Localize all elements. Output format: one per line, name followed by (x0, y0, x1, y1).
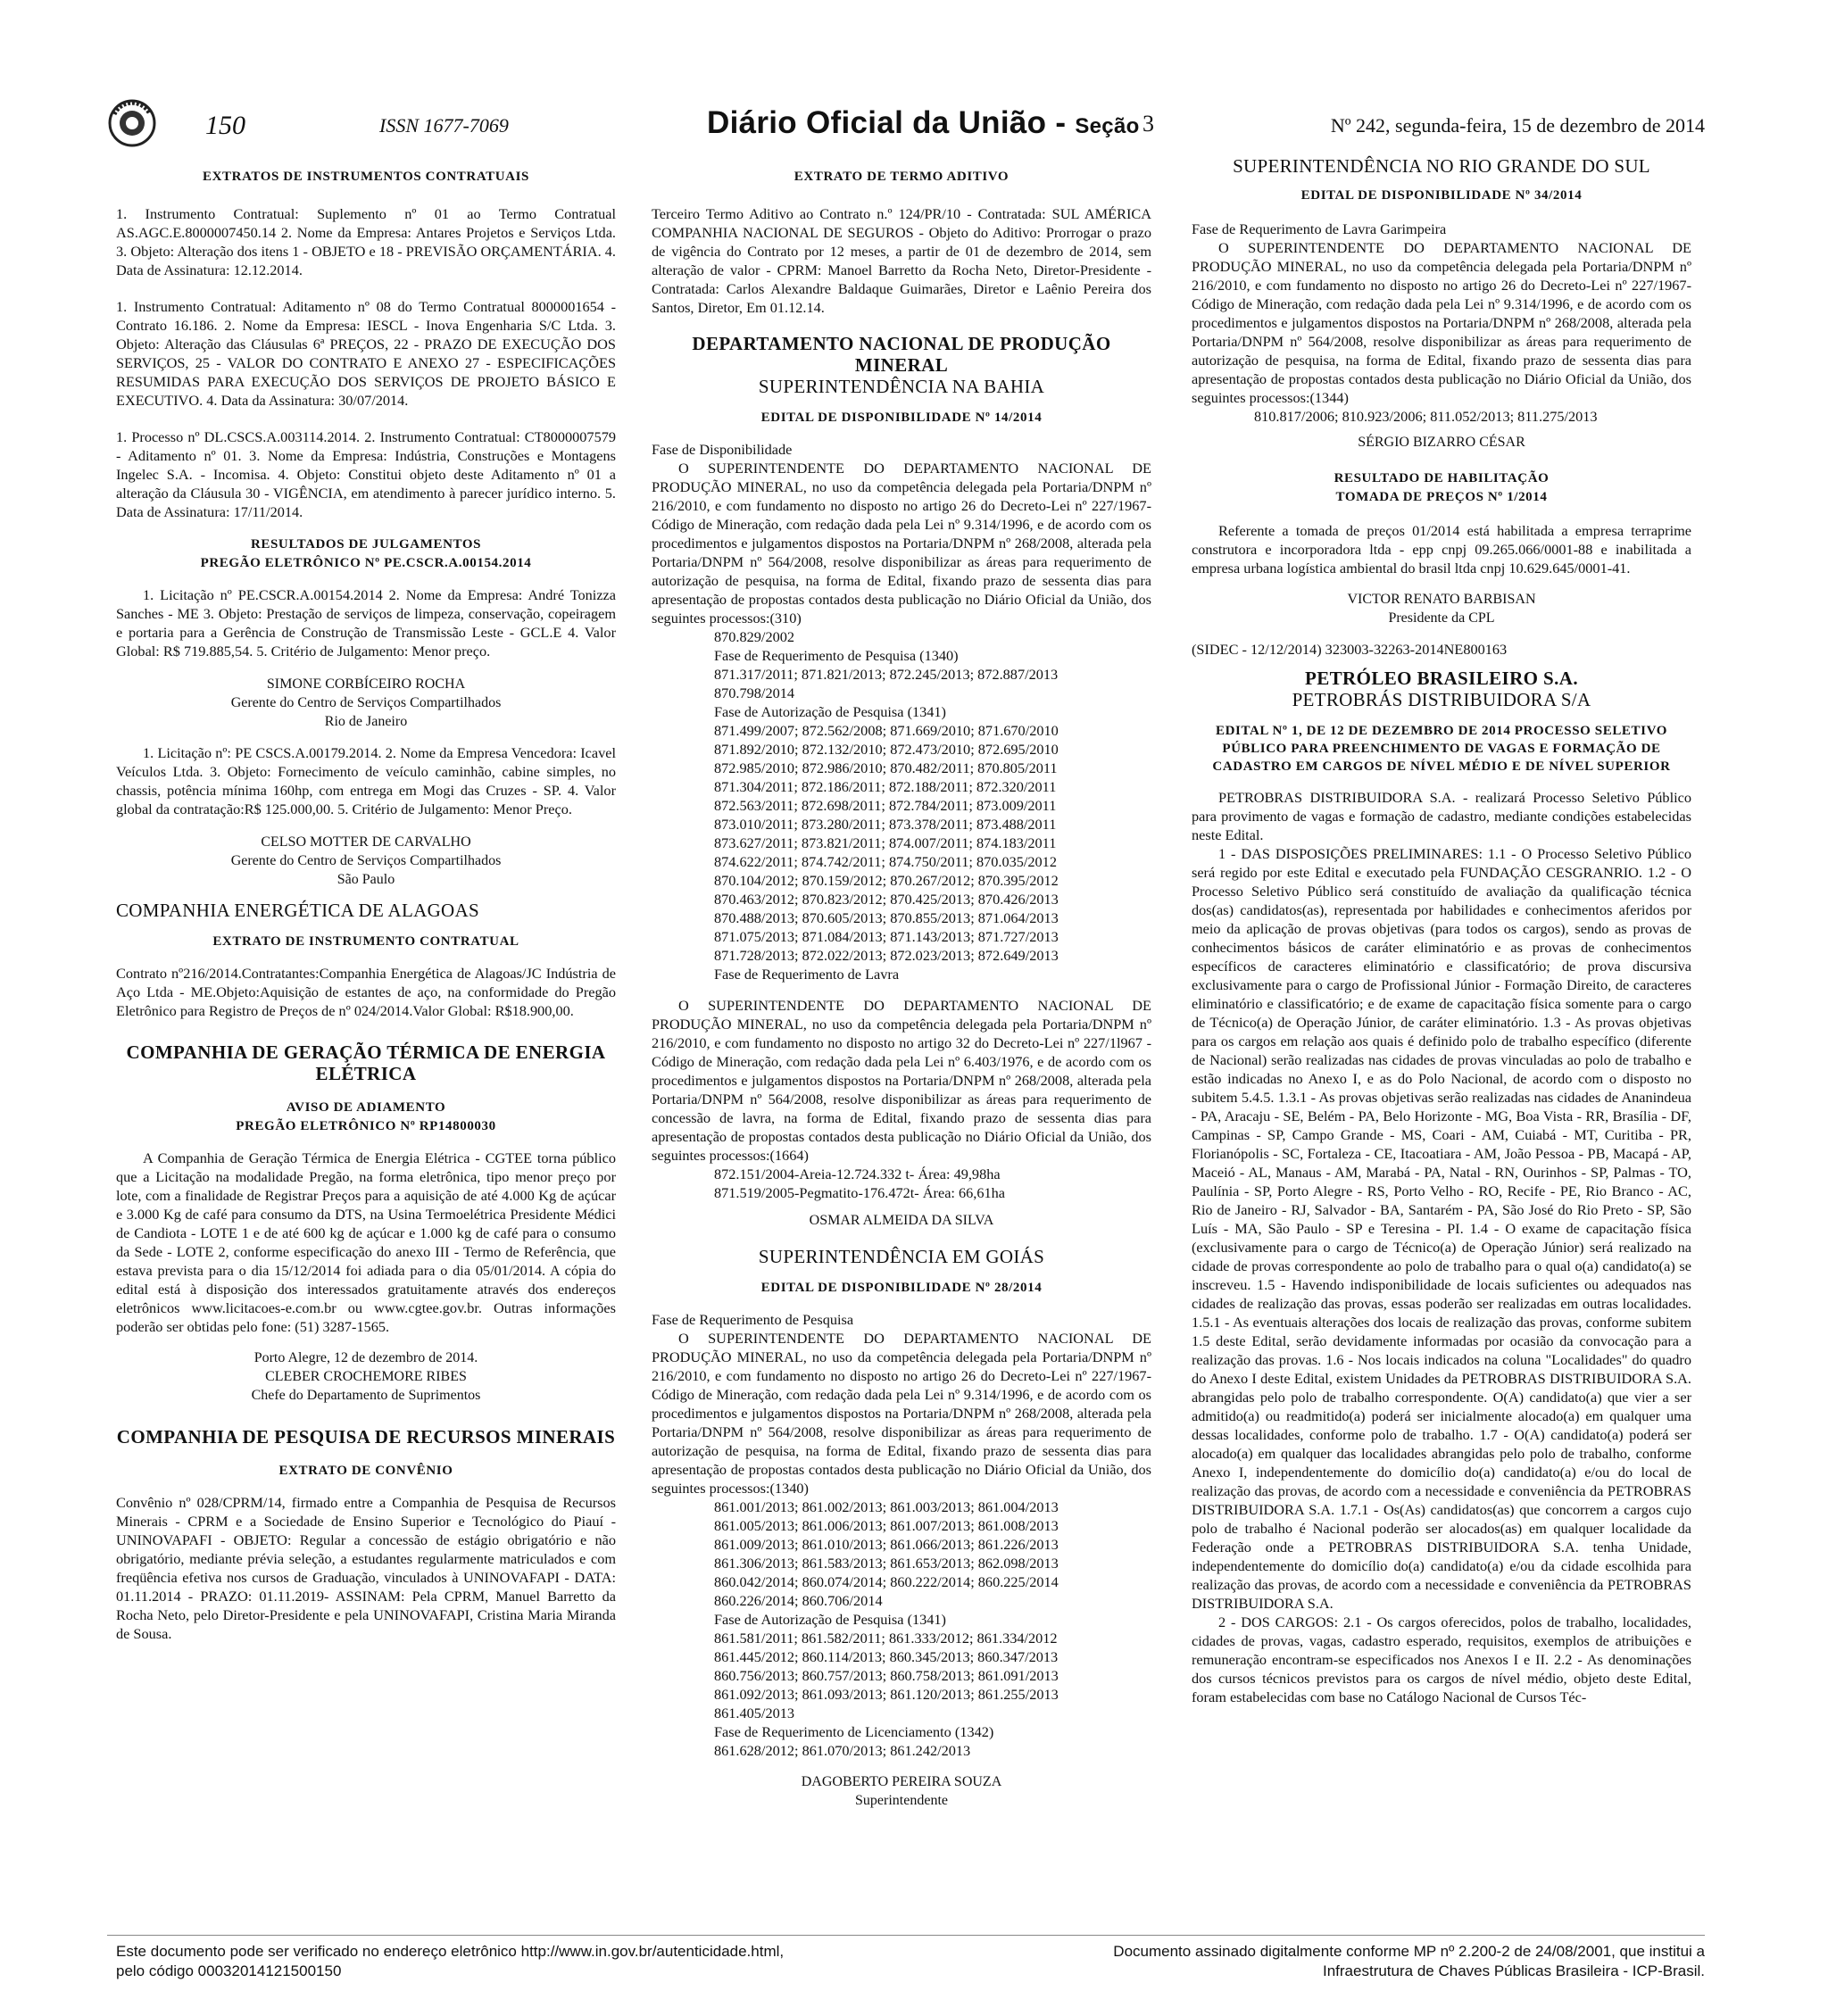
paragraph: O SUPERINTENDENTE DO DEPARTAMENTO NACIONAL DE PRODUÇÃO MINERAL, no uso da competência delegada pela Portaria/DNPM nº 216/2010, e com fundamento no disposto no artigo 32 do Decreto-Lei nº 227/1l967 - Código de Mineração, com redação dada pela Lei nº 6.403/1976, e de acordo com os procedimentos e julgamentos dispostos na Portaria/DNPM nº 268/2008, alterada pela Portaria/DNPM nº 564/2008, resolve disponibilizar as áreas para requerimento de concessão de lavra, na forma de Edital, fixando prazo de sessenta dias para apresentação de propostas contados desta publicação no Diário Oficial da União, dos seguintes processos:(1664) (652, 997, 1151, 1164)
sidec-reference: (SIDEC - 12/12/2014) 323003-32263-2014NE800163 (1192, 641, 1508, 658)
signature-role: Gerente do Centro de Serviços Compartilhados (230, 853, 502, 868)
signature-role: Gerente do Centro de Serviços Compartilhados (230, 695, 502, 710)
process-list-line: 870.104/2012; 870.159/2012; 870.267/2012; 870.395/2012 (714, 872, 1059, 889)
organization-heading: COMPANHIA DE GERAÇÃO TÉRMICA DE ENERGIA ELÉTRICA (126, 1041, 606, 1084)
process-list-line: Fase de Requerimento de Lavra (714, 966, 900, 983)
signature-name: CELSO MOTTER DE CARVALHO (261, 834, 471, 850)
process-list-line: 871.499/2007; 872.562/2008; 871.669/2010; 871.670/2010 (714, 722, 1059, 739)
process-list-line: 860.756/2013; 860.757/2013; 860.758/2013; 861.091/2013 (714, 1667, 1059, 1684)
footer-signature-line: Infraestrutura de Chaves Públicas Brasileira - ICP-Brasil. (1323, 1962, 1705, 1979)
process-list: 810.817/2006; 810.923/2006; 811.052/2013; 811.275/2013 (1254, 408, 1598, 425)
process-list-line: 871.519/2005-Pegmatito-176.472t- Área: 66,61ha (714, 1184, 1006, 1201)
process-list-line: 861.009/2013; 861.010/2013; 861.066/2013; 861.226/2013 (714, 1536, 1059, 1553)
column-3 (1192, 155, 1691, 1713)
paragraph: O SUPERINTENDENTE DO DEPARTAMENTO NACIONAL DE PRODUÇÃO MINERAL, no uso da competência delegada pela Portaria/DNPM nº 216/2010, e com fundamento no disposto no artigo 26 do Decreto-Lei nº 227/1967- Código de Mineração, com redação dada pela Lei nº 9.314/1996, e de acordo com os procedimentos e julgamentos dispostos na Portaria/DNPM nº 268/2008, alterada pela Portaria/DNPM nº 564/2008, resolve disponibilizar as áreas para requerimento de autorização de pesquisa, na forma de Edital, fixando prazo de sessenta dias para apresentação de propostas contados desta publicação no Diário Oficial da União, dos seguintes processos:(1344) (1192, 239, 1691, 406)
process-list-line: 872.985/2010; 872.986/2010; 870.482/2011; 870.805/2011 (714, 759, 1058, 776)
section-heading: EXTRATO DE TERMO ADITIVO (794, 170, 1010, 184)
section-heading: EDITAL DE DISPONIBILIDADE Nº 34/2014 (1300, 188, 1583, 203)
process-list-line: 871.892/2010; 872.132/2010; 872.473/2010; 872.695/2010 (714, 741, 1059, 758)
organization-heading: DEPARTAMENTO NACIONAL DE PRODUÇÃO MINERAL (692, 333, 1111, 376)
imprensa-nacional-seal-icon (107, 98, 157, 148)
signature-role: Superintendente (855, 1793, 948, 1808)
phase-label: Fase de Requerimento de Lavra Garimpeira (1192, 220, 1447, 237)
process-list-line: 870.488/2013; 870.605/2013; 870.855/2013; 871.064/2013 (714, 909, 1059, 926)
publication-title: Diário Oficial da União - Seção (707, 105, 1140, 140)
process-list-line: 861.092/2013; 861.093/2013; 861.120/2013; 861.255/2013 (714, 1686, 1059, 1703)
place-date: Porto Alegre, 12 de dezembro de 2014. (253, 1350, 478, 1365)
page-header (107, 105, 1705, 152)
section-heading: EDITAL Nº 1, DE 12 DE DEZEMBRO DE 2014 PROCESSO SELETIVO PÚBLICO PARA PREENCHIMENTO DE VAGAS E FORMAÇÃO DE CADASTRO EM CARGOS DE NÍVEL MÉDIO E DE NÍVEL SUPERIOR (1212, 724, 1671, 774)
process-list-line: 871.075/2013; 871.084/2013; 871.143/2013; 871.727/2013 (714, 928, 1059, 945)
process-list-line: 873.627/2011; 873.821/2011; 874.007/2011; 874.183/2011 (714, 834, 1057, 851)
process-list-line: 870.829/2002 (714, 628, 795, 645)
footer-signature-note (1062, 1942, 1705, 1981)
signature-role: São Paulo (337, 872, 395, 887)
paragraph: O SUPERINTENDENTE DO DEPARTAMENTO NACIONAL DE PRODUÇÃO MINERAL, no uso da competência delegada pela Portaria/DNPM nº 216/2010, e com fundamento no disposto no artigo 26 do Decreto-Lei nº 227/1967- Código de Mineração, com redação dada pela Lei nº 9.314/1996, e de acordo com os procedimentos e julgamentos dispostos na Portaria/DNPM nº 268/2008, alterada pela Portaria/DNPM nº 564/2008, resolve disponibilizar as áreas para requerimento de autorização de pesquisa, na forma de Edital, fixando prazo de sessenta dias para apresentação de propostas contados desta publicação no Diário Oficial da União, dos seguintes processos:(310) (652, 460, 1151, 626)
subheading: SUPERINTENDÊNCIA NO RIO GRANDE DO SUL (1233, 155, 1650, 177)
section-word: Seção (1075, 114, 1140, 138)
paragraph: 1. Instrumento Contratual: Aditamento nº 08 do Termo Contratual 8000001654 - Contrato 16.186. 2. Nome da Empresa: IESCL - Inova Engenharia S/C Ltda. 3. Objeto: Alteração das Cláusulas 6ª PREÇOS, 22 - PRAZO DE EXECUÇÃO DOS SERVIÇOS, 25 - VALOR DO CONTRATO E ANEXO 27 - ESPECIFICAÇÕES RESUMIDAS PARA EXECUÇÃO DOS SERVIÇOS DE PROJETO BÁSICO E EXECUTIVO. 4. Data da Assinatura: 30/07/2014. (116, 298, 616, 409)
column-1 (116, 162, 616, 1649)
process-list-line: 860.042/2014; 860.074/2014; 860.222/2014; 860.225/2014 (714, 1573, 1059, 1590)
process-list-line: Fase de Autorização de Pesquisa (1341) (714, 703, 946, 720)
process-list-line: 861.306/2013; 861.583/2013; 861.653/2013; 862.098/2013 (714, 1555, 1059, 1572)
paragraph: Convênio nº 028/CPRM/14, firmado entre a Companhia de Pesquisa de Recursos Minerais - CPRM e a Sociedade de Ensino Superior e Tecnológico do Piauí - UNINOVAPAFI - OBJETO: Regular a concessão de estágio obrigatório e não obrigatório, mediante prévia seleção, a estudantes regularmente matriculados e com freqüência efetiva nos cursos de Graduação, vinculados à UNINOVAFAPI - DATA: 01.11.2014 - PRAZO: 01.11.2019- ASSINAM: Pela CPRM, Manuel Barretto da Rocha Neto, pelo Diretor-Presidente e pela UNINOVAFAPI, Cristina Maria Miranda de Sousa. (116, 1494, 616, 1642)
process-list-line: 861.581/2011; 861.582/2011; 861.333/2012; 861.334/2012 (714, 1630, 1058, 1647)
process-list-line: Fase de Requerimento de Licenciamento (1342) (714, 1723, 994, 1740)
paragraph: 1 - DAS DISPOSIÇÕES PRELIMINARES: 1.1 - O Processo Seletivo Público será regido por este Edital e executado pela FUNDAÇÃO CESGRANRIO. 1.2 - O Processo Seletivo Público será constituído de avaliação da qualificação técnica dos(as) candidatos(as), representada por habilidades e conhecimentos aferidos por meio da aplicação de provas objetivas (para todos os cargos), sendo as provas de conhecimentos básicos de caráter eliminatório e as provas de conhecimentos específicos de caracteres eliminatório e classificatório; de prova discursiva exclusivamente para o cargo de Profissional Júnior - Formação Direito, de caracteres eliminatório e classificatório; e de exame de capacitação física somente para o cargo de Técnico(a) de Operação Júnior, de caráter eliminatório. 1.3 - As provas objetivas para os cargos em relação aos quais é definido polo de trabalho específico (diferente de Nacional) serão realizadas nas cidades de provas vinculadas ao polo de trabalho e estão indicadas no Anexo I, e as do Polo Nacional, de acordo com o disposto no subitem 5.4.5. 1.3.1 - As provas objetivas serão realizadas nas cidades de Ananindeua - PA, Aracaju - SE, Belém - PA, Belo Horizonte - MG, Boa Vista - RR, Brasília - DF, Campinas - SP, Campo Grande - MS, Coari - AM, Cuiabá - MT, Curitiba - PR, Florianópolis - SC, Fortaleza - CE, Itacoatiara - AM, João Pessoa - PB, Macapá - AP, Maceió - AL, Manaus - AM, Marabá - PA, Natal - RN, Ourinhos - SP, Palmas - TO, Paulínia - SP, Porto Alegre - RS, Porto Velho - RO, Recife - PE, Rio Branco - AC, Rio de Janeiro - RJ, Salvador - BA, Santarém - PA, São José do Rio Preto - SP, São Luís - MA, São Paulo - SP e Teresina - PI. 1.4 - O exame de capacitação física (exclusivamente para o cargo de Técnico(a) de Operação Júnior) será realizado na cidade de provas correspondente ao polo de trabalho para o qual o(a) candidato(a) se inscreveu. 1.5 - Havendo indisponibilidade de locais suficientes ou adequados nas cidades de realização das provas, essas poderão ser realizadas em outras localidades. 1.5.1 - As eventuais alterações dos locais de realização das provas, conforme subitem 1.5 deste Edital, serão devidamente informadas por ocasião da convocação para a realização das provas. 1.6 - Nos locais indicados na coluna "Localidades" do quadro do Anexo I deste Edital, existem Unidades da PETROBRAS DISTRIBUIDORA S.A. abrangidas pelo polo de trabalho correspondente. O(A) candidato(a) que vier a ser admitido(a) ou readmitido(a) poderá ser inicialmente alocado(a) em qualquer uma dessas localidades, conforme polo de trabalho. 1.7 - O(A) candidato(a) poderá ser alocado(a) em qualquer das localidades abrangidas pelo polo de trabalho, conforme Anexo I, independentemente do domicílio do(a) candidato(a) e/ou do local de realização das provas, de acordo com a necessidade e conveniência da PETROBRAS DISTRIBUIDORA S.A. 1.7.1 - Os(As) candidatos(as) que concorrem a cargos cujo polo de trabalho é Nacional poderão ser alocados(as) em qualquer localidade da Federação onde a PETROBRAS DISTRIBUIDORA S.A. tenha Unidade, independentemente do domicílio do(a) candidato(a) e/ou da cidade escolhida para realização das provas, de acordo com a necessidade e conveniência da PETROBRAS DISTRIBUIDORA S.A. (1192, 845, 1691, 1612)
paragraph: 1. Licitação nº PE.CSCR.A.00154.2014 2. Nome da Empresa: André Tonizza Sanches - ME 3. Objeto: Prestação de serviços de limpeza, conservação, copeiragem e portaria para a Gerência de Construção de Transmissão Leste - GCL.E 4. Valor Global: R$ 719.885,54. 5. Critério de Julgamento: Menor preço. (116, 586, 616, 660)
section-heading: EXTRATOS DE INSTRUMENTOS CONTRATUAIS (203, 170, 529, 184)
paragraph: Referente a tomada de preços 01/2014 está habilitada a empresa terraprime construtora e incorporadora ltda - epp cnpj 09.265.066/0001-88 e inabilitada a empresa urbana logística ambiental do brasil ltda cnpj 10.629.645/0001-41. (1192, 522, 1691, 577)
issn: ISSN 1677-7069 (379, 114, 509, 137)
footer-rule (107, 1935, 1705, 1936)
process-list-line: 861.445/2012; 860.114/2013; 860.345/2013; 860.347/2013 (714, 1648, 1059, 1665)
process-list-line: 871.728/2013; 872.022/2013; 872.023/2013; 872.649/2013 (714, 947, 1059, 964)
signature-name: OSMAR ALMEIDA DA SILVA (809, 1213, 994, 1228)
process-list-line: 861.405/2013 (714, 1705, 795, 1721)
process-list-line: Fase de Autorização de Pesquisa (1341) (714, 1611, 946, 1628)
process-list-line: 871.304/2011; 872.186/2011; 872.188/2011; 872.320/2011 (714, 778, 1057, 795)
process-list-line: 874.622/2011; 874.742/2011; 874.750/2011; 870.035/2012 (714, 853, 1057, 870)
process-list (652, 1497, 1151, 1760)
signature-name: SÉRGIO BIZARRO CÉSAR (1358, 435, 1525, 450)
process-list-line: 872.563/2011; 872.698/2011; 872.784/2011; 873.009/2011 (714, 797, 1057, 814)
section-heading: RESULTADO DE HABILITAÇÃO (1334, 471, 1550, 485)
organization-heading: COMPANHIA ENERGÉTICA DE ALAGOAS (116, 900, 479, 921)
phase-label: Fase de Disponibilidade (652, 441, 793, 458)
process-list-line: Fase de Requerimento de Pesquisa (1340) (714, 647, 959, 664)
process-list-line: 872.151/2004-Areia-12.724.332 t- Área: 49,98ha (714, 1166, 1001, 1182)
paragraph: 2 - DOS CARGOS: 2.1 - Os cargos oferecidos, polos de trabalho, localidades, cidades de provas, vagas, cadastro esperado, requisitos, exemplos de atribuições e remuneração encontram-se especificados nos Anexos I e II. 2.2 - As denominações dos cursos técnicos previstos para os cargos de nível médio, objeto deste Edital, foram estabelecidas com base no Catálogo Nacional de Cursos Téc- (1192, 1614, 1691, 1705)
process-list-line: 860.226/2014; 860.706/2014 (714, 1592, 883, 1609)
subheading: SUPERINTENDÊNCIA EM GOIÁS (758, 1246, 1045, 1267)
signature-role: Chefe do Departamento de Suprimentos (251, 1388, 481, 1403)
phase-label: Fase de Requerimento de Pesquisa (652, 1311, 854, 1328)
section-number: 3 (1142, 111, 1154, 137)
section-heading: PREGÃO ELETRÔNICO Nº PE.CSCR.A.00154.2014 (200, 556, 532, 570)
footer-verification-code: pelo código 00032014121500150 (116, 1962, 342, 1979)
process-list-line: 870.798/2014 (714, 684, 795, 701)
process-list (652, 627, 1151, 983)
column-2 (652, 162, 1151, 1821)
paragraph: O SUPERINTENDENTE DO DEPARTAMENTO NACIONAL DE PRODUÇÃO MINERAL, no uso da competência delegada pela Portaria/DNPM nº 216/2010, e com fundamento no disposto no artigo 26 do Decreto-Lei nº 227/1967- Código de Mineração, com redação dada pela Lei nº 9.314/1996, e de acordo com os procedimentos e julgamentos dispostos na Portaria/DNPM nº 268/2008, alterada pela Portaria/DNPM nº 564/2008, resolve disponibilizar as áreas para requerimento de autorização de pesquisa, na forma de Edital, fixando prazo de sessenta dias para apresentação de propostas contados desta publicação no Diário Oficial da União, dos seguintes processos:(1340) (652, 1330, 1151, 1497)
paragraph: 1. Licitação nº: PE CSCS.A.00179.2014. 2. Nome da Empresa Vencedora: Icavel Veículos Ltda. 3. Objeto: Fornecimento de veículo caminhão, cabine simples, no chassis, potência mínima 160hp, com entrega em Mogi das Cruzes - SP. 4. Valor global da contratação:R$ 125.000,00. 5. Critério de Julgamento: Menor Preço. (116, 744, 616, 817)
footer-verification (116, 1942, 812, 1981)
section-heading: EDITAL DE DISPONIBILIDADE Nº 14/2014 (760, 411, 1043, 425)
process-list-line: 861.005/2013; 861.006/2013; 861.007/2013; 861.008/2013 (714, 1517, 1059, 1534)
section-heading: EDITAL DE DISPONIBILIDADE Nº 28/2014 (760, 1281, 1043, 1295)
section-heading: TOMADA DE PREÇOS Nº 1/2014 (1335, 490, 1548, 504)
process-list-line: 870.463/2012; 870.823/2012; 870.425/2013; 870.426/2013 (714, 891, 1059, 908)
process-list (652, 1165, 1151, 1202)
signature-name: CLEBER CROCHEMORE RIBES (265, 1369, 467, 1384)
organization-heading: PETRÓLEO BRASILEIRO S.A. (1304, 668, 1578, 689)
signature-role: Rio de Janeiro (324, 714, 408, 729)
section-heading: RESULTADOS DE JULGAMENTOS (250, 537, 482, 552)
section-heading: PREGÃO ELETRÔNICO Nº RP14800030 (236, 1119, 496, 1133)
subheading: PETROBRÁS DISTRIBUIDORA S/A (1292, 689, 1591, 710)
page-number: 150 (205, 111, 245, 140)
organization-heading: COMPANHIA DE PESQUISA DE RECURSOS MINERAIS (116, 1426, 616, 1448)
process-list-line: 861.001/2013; 861.002/2013; 861.003/2013; 861.004/2013 (714, 1498, 1059, 1515)
footer-verification-line: Este documento pode ser verificado no endereço eletrônico http://www.in.gov.br/autenticidade.html, (116, 1943, 785, 1960)
paragraph: A Companhia de Geração Térmica de Energia Elétrica - CGTEE torna público que a Licitação na modalidade Pregão, na forma eletrônica, tipo menor preço por lote, com a finalidade de Registrar Preços para a aquisição de até 4.000 Kg de açúcar e 3.000 Kg de café para consumo da DTS, na Usina Termoelétrica Presidente Médici de Candiota - LOTE 1 e de até 600 kg de açúcar e 1.000 kg de café para o consumo da Sede - LOTE 2, conforme especificação do anexo III - Termo de Referência, que estava prevista para o dia 15/12/2014 foi adiada para o dia 05/01/2014. A cópia do edital está à disposição dos interessados gratuitamente através dos endereços eletrônicos www.licitacoes-e.com.br ou www.cgtee.gov.br. Outras informações poderão ser obtidas pelo fone: (51) 3287-1565. (116, 1149, 616, 1335)
section-heading: EXTRATO DE INSTRUMENTO CONTRATUAL (212, 934, 519, 949)
signature-role: Presidente da CPL (1388, 610, 1495, 626)
signature-name: VICTOR RENATO BARBISAN (1347, 592, 1536, 607)
section-heading: AVISO DE ADIAMENTO (286, 1100, 446, 1115)
paragraph: Terceiro Termo Aditivo ao Contrato n.º 124/PR/10 - Contratada: SUL AMÉRICA COMPANHIA NACIONAL DE SEGUROS - Objeto do Aditivo: Prorrogar o prazo de vigência do Contrato por 12 meses, a partir de 01 de dezembro de 2014, sem alteração de valor - CPRM: Manoel Barretto da Rocha Neto, Diretor-Presidente - Contratada: Carlos Alexandre Baldaque Guimarães, Diretor e Laênio Pereira dos Santos, Diretor, Em 01.12.14. (652, 205, 1151, 316)
process-list-line: 861.628/2012; 861.070/2013; 861.242/2013 (714, 1742, 971, 1759)
paragraph: PETROBRAS DISTRIBUIDORA S.A. - realizará Processo Seletivo Público para provimento de vagas e formação de cadastro, mediante condições estabelecidas neste Edital. (1192, 789, 1691, 843)
edition-info: Nº 242, segunda-feira, 15 de dezembro de 2014 (1330, 114, 1705, 137)
subheading: SUPERINTENDÊNCIA NA BAHIA (758, 376, 1045, 397)
signature-name: SIMONE CORBÍCEIRO ROCHA (266, 676, 466, 692)
section-heading: EXTRATO DE CONVÊNIO (278, 1464, 453, 1478)
process-list-line: 871.317/2011; 871.821/2013; 872.245/2013; 872.887/2013 (714, 666, 1059, 683)
paragraph: 1. Instrumento Contratual: Suplemento nº 01 ao Termo Contratual AS.AGC.E.8000007450.14 2. Nome da Empresa: Antares Projetos e Serviços Ltda. 3. Objeto: Alteração dos itens 1 - OBJETO e 18 - PREVISÃO ORÇAMENTÁRIA. 4. Data de Assinatura: 12.12.2014. (116, 205, 616, 278)
process-list-line: 873.010/2011; 873.280/2011; 873.378/2011; 873.488/2011 (714, 816, 1057, 833)
footer-signature-line: Documento assinado digitalmente conforme MP nº 2.200-2 de 24/08/2001, que institui a (1113, 1943, 1705, 1960)
paragraph: 1. Processo nº DL.CSCS.A.003114.2014. 2. Instrumento Contratual: CT8000007579 - Aditamento nº 01. 3. Nome da Empresa: Indústria, Construções e Montagens Ingelec S.A. - Incomisa. 4. Objeto: Constitui objeto deste Aditamento nº 01 a alteração da Cláusula 30 - VIGÊNCIA, em atendimento à parecer jurídico interno. 5. Data de Assinatura: 17/11/2014. (116, 428, 616, 520)
paragraph: Contrato nº216/2014.Contratantes:Companhia Energética de Alagoas/JC Indústria de Aço Ltda - ME.Objeto:Aquisição de estantes de aço, na conformidade do Pregão Eletrônico para Registro de Preços de nº 024/2014.Valor Global: R$18.900,00. (116, 965, 616, 1019)
signature-name: DAGOBERTO PEREIRA SOUZA (801, 1774, 1002, 1789)
